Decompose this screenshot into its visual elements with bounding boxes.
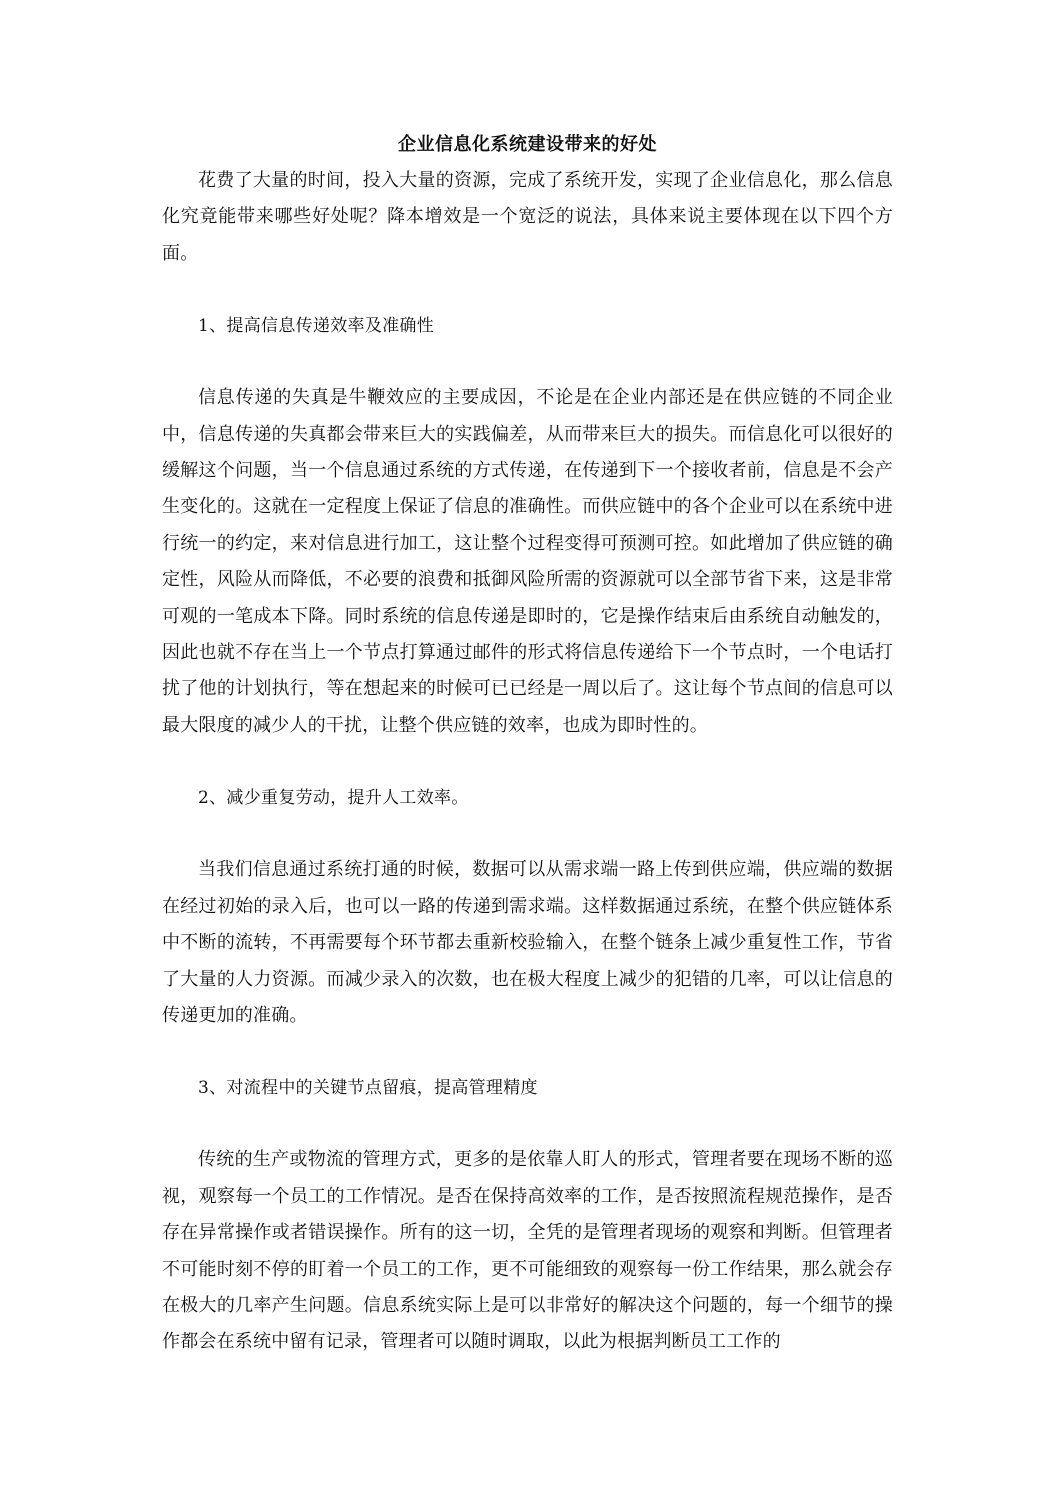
intro-paragraph: 花费了大量的时间，投入大量的资源，完成了系统开发，实现了企业信息化，那么信息化究竟能带来哪些好处呢？降本增效是一个宽泛的说法，具体来说主要体现在以下四个方面。 xyxy=(162,170,893,264)
section-body-1: 信息传递的失真是牛鞭效应的主要成因，不论是在企业内部还是在供应链的不同企业中，信息传递的失真都会带来巨大的实践偏差，从而带来巨大的损失。而信息化可以很好的缓解这个问题，当一个信息通过系统的方式传递，在传递到下一个接收者前，信息是不会产生变化的。这就在一定程度上保证了信息的准确性。而供应链中的各个企业可以在系统中进行统一的约定，来对信息进行加工，这让整个过程变得可预测可控。如此增加了供应链的确定性，风险从而降低，不必要的浪费和抵御风险所需的资源就可以全部节省下来，这是非常可观的一笔成本下降。同时系统的信息传递是即时的，它是操作结束后由系统自动触发的，因此也就不存在当上一个节点打算通过邮件的形式将信息传递给下一个节点时，一个电话打扰了他的计划执行，等在想起来的时候可已已经是一周以后了。这让每个节点间的信息可以最大限度的减少人的干扰，让整个供应链的效率，也成为即时性的。 xyxy=(162,387,893,736)
section-heading-3: 3、对流程中的关键节点留痕，提高管理精度 xyxy=(198,1078,538,1099)
section-body-2: 当我们信息通过系统打通的时候，数据可以从需求端一路上传到供应端，供应端的数据在经过初始的录入后，也可以一路的传递到需求端。这样数据通过系统，在整个供应链体系中不断的流转，不再需要每个环节都去重新校验输入，在整个链条上减少重复性工作，节省了大量的人力资源。而减少录入的次数，也在极大程度上减少的犯错的几率，可以让信息的传递更加的准确。 xyxy=(162,859,893,1026)
spacer xyxy=(162,1034,893,1070)
document-title: 企业信息化系统建设带来的好处 xyxy=(398,134,657,155)
spacer xyxy=(162,272,893,308)
section-heading-2: 2、减少重复劳动，提升人工效率。 xyxy=(198,788,469,809)
spacer xyxy=(162,816,893,852)
spacer xyxy=(162,744,893,780)
spacer xyxy=(162,1106,893,1142)
spacer xyxy=(162,344,893,380)
section-body-3: 传统的生产或物流的管理方式，更多的是依靠人盯人的形式，管理者要在现场不断的巡视，观察每一个员工的工作情况。是否在保持高效率的工作，是否按照流程规范操作，是否存在异常操作或者错误操作。所有的这一切，全凭的是管理者现场的观察和判断。但管理者不可能时刻不停的盯着一个员工的工作，更不可能细致的观察每一份工作结果，那么就会存在极大的几率产生问题。信息系统实际上是可以非常好的解决这个问题的，每一个细节的操作都会在系统中留有记录，管理者可以随时调取，以此为根据判断员工工作的 xyxy=(162,1149,893,1353)
section-heading-1: 1、提高信息传递效率及准确性 xyxy=(198,316,435,337)
